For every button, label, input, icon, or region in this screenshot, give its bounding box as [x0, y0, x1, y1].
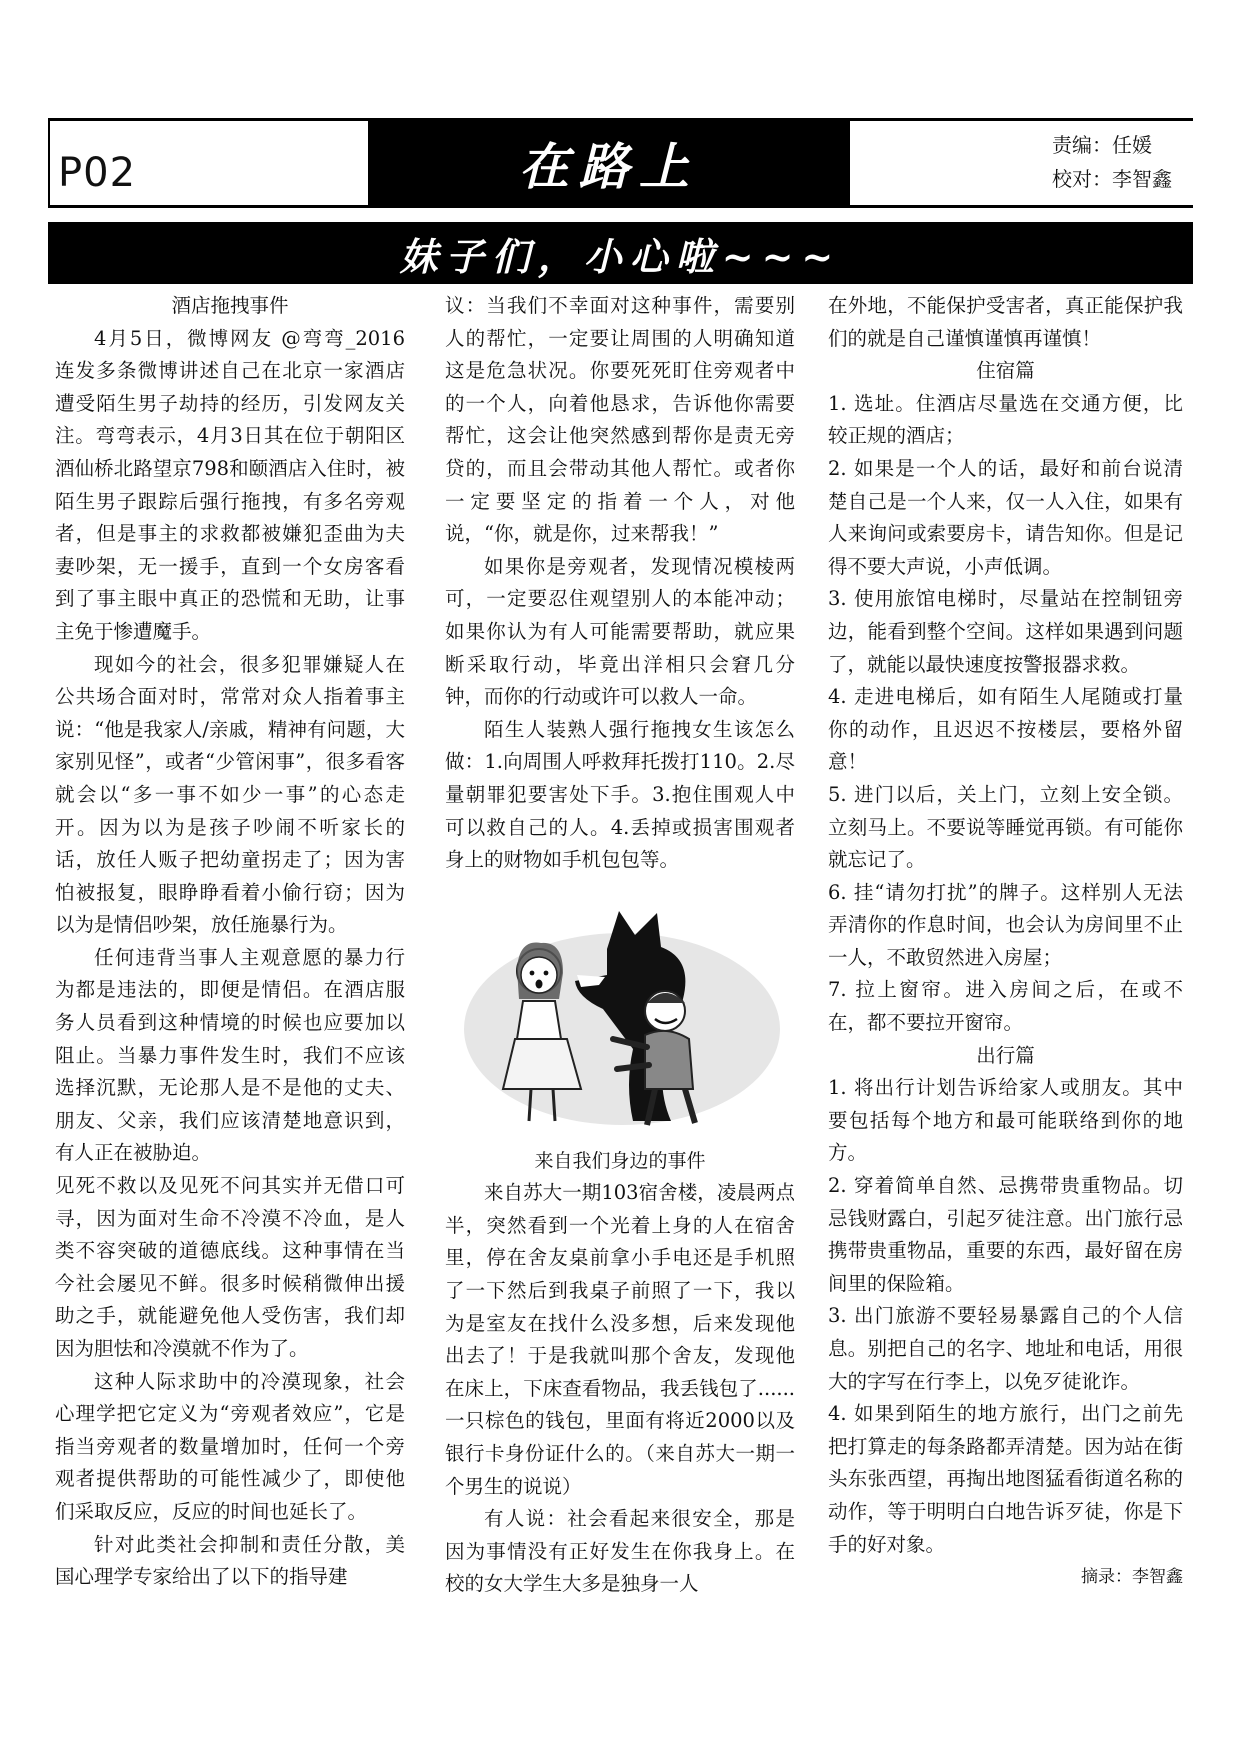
header-left-rule [48, 118, 50, 206]
paragraph: 现如今的社会，很多犯罪嫌疑人在公共场合面对时，常常对众人指着事主说：“他是我家人/亲戚，精神有问题，大家别见怪”，或者“少管闲事”，很多看客就会以“多一事不如少一事”的心态走开。因为以为是孩子吵闹不听家长的话，放任人贩子把幼童拐走了；因为害怕被报复，眼睁睁看着小偷行窃；因为以为是情侣吵架，放任施暴行为。 [55, 652, 405, 937]
list-item: 2. 穿着简单自然、忌携带贵重物品。切忌钱财露白，引起歹徒注意。出门旅行忌携带贵重物品，重要的东西，最好留在房间里的保险箱。 [828, 1174, 1183, 1295]
paragraph: 这种人际求助中的冷漠现象，社会心理学把它定义为“旁观者效应”，它是指当旁观者的数量增加时，任何一个旁观者提供帮助的可能性减少了，即使他们采取反应，反应的时间也延长了。 [55, 1369, 405, 1523]
paragraph: 任何违背当事人主观意愿的暴力行为都是违法的，即便是情侣。在酒店服务人员看到这种情境的时候也应要加以阻止。当暴力事件发生时，我们不应该选择沉默，无论那人是不是他的丈夫、朋友、父亲，我们应该清楚地意识到，有人正在被胁迫。 [55, 945, 405, 1165]
paragraph: 有人说：社会看起来很安全，那是因为事情没有正好发生在你我身上。在校的女大学生大多是独身一人 [445, 1507, 795, 1596]
paragraph: 陌生人装熟人强行拖拽女生该怎么做：1.向周围人呼救拜托拨打110。2.尽量朝罪犯要害处下手。3.抱住围观人中可以救自己的人。4.丢掉或损害围观者身上的财物如手机包包等。 [445, 717, 795, 872]
editor-info [1052, 128, 1172, 196]
list-item: 5. 进门以后，关上门，立刻上安全锁。立刻马上。不要说等睡觉再锁。有可能你就忘记了。 [828, 782, 1183, 872]
article-heading: 来自我们身边的事件 [534, 1149, 706, 1172]
list-item: 1. 将出行计划告诉给家人或朋友。其中要包括每个地方和最可能联络到你的地方。 [828, 1076, 1183, 1165]
paragraph: 来自苏大一期103宿舍楼，凌晨两点半，突然看到一个光着上身的人在宿舍里，停在舍友桌前拿小手电还是手机照了一下然后到我桌子前照了一下，我以为是室友在找什么没多想，后来发现他出去了！于是我就叫那个舍友，发现他在床上，下床查看物品，我丢钱包了......一只棕色的钱包，里面有将近2000以及银行卡身份证什么的。（来自苏大一期一个男生的说说） [445, 1181, 795, 1498]
list-item: 6. 挂“请勿打扰”的牌子。这样别人无法弄清你的作息时间，也会认为房间里不止一人，不敢贸然进入房屋； [828, 880, 1183, 969]
paragraph: 议：当我们不幸面对这种事件，需要别人的帮忙，一定要让周围的人明确知道这是危急状况。你要死死盯住旁观者中的一个人，向着他恳求，告诉他你需要帮忙，这会让他突然感到帮你是责无旁贷的，而且会带动其他人帮忙。或者你一定要坚定的指着一个人，对他说，“你，就是你，过来帮我！” [445, 294, 795, 546]
proofreader-label: 校对：李智鑫 [1052, 167, 1172, 191]
editor-label: 责编：任媛 [1052, 133, 1152, 157]
list-item: 2. 如果是一个人的话，最好和前台说清楚自己是一个人来，仅一人入住，如果有人来询问或索要房卡，请告知你。但是记得不要大声说，小声低调。 [828, 456, 1183, 578]
headline-banner: 妹子们，小心啦~~~ [48, 222, 1193, 284]
list-item: 4. 如果到陌生的地方旅行，出门之前先把打算走的每条路都弄清楚。因为站在街头东张西望，再掏出地图猛看街道名称的动作，等于明明白白地告诉歹徒，你是下手的好对象。 [828, 1402, 1183, 1556]
paragraph: 针对此类社会抑制和责任分散，美国心理学专家给出了以下的指导建 [55, 1532, 405, 1589]
column-2 [445, 290, 795, 1601]
excerpt-credit: 摘录：李智鑫 [1081, 1567, 1183, 1588]
paragraph: 如果你是旁观者，发现情况模棱两可，一定要忍住观望别人的本能冲动；如果你认为有人可能需要帮助，就应果断采取行动，毕竟出洋相只会窘几分钟，而你的行动或许可以救人一命。 [445, 554, 795, 709]
section-title: 在路上 [368, 120, 850, 206]
list-item: 7. 拉上窗帘。进入房间之后，在或不在，都不要拉开窗帘。 [828, 978, 1183, 1035]
column-3 [828, 290, 1183, 1594]
list-item: 4. 走进电梯后，如有陌生人尾随或打量你的动作，且迟迟不按楼层，要格外留意！ [828, 685, 1183, 774]
article-heading: 酒店拖拽事件 [171, 294, 289, 317]
list-item: 1. 选址。住酒店尽量选在交通方便，比较正规的酒店； [828, 391, 1183, 448]
paragraph: 见死不救以及见死不问其实并无借口可寻，因为面对生命不冷漠不冷血，是人类不容突破的道德底线。这种事情在当今社会屡见不鲜。很多时候稍微伸出援助之手，就能避免他人受伤害，我们却因为胆怯和冷漠就不作为了。 [55, 1174, 405, 1360]
section-heading-travel: 出行篇 [976, 1043, 1035, 1067]
page-number: P02 [58, 150, 137, 196]
list-item: 3. 使用旅馆电梯时，尽量站在控制钮旁边，能看到整个空间。这样如果遇到问题了，就能以最快速度按警报器求救。 [828, 587, 1183, 676]
list-item: 3. 出门旅游不要轻易暴露自己的个人信息。别把自己的名字、地址和电话，用很大的字写在行李上，以免歹徒讹诈。 [828, 1304, 1183, 1393]
section-heading-lodging: 住宿篇 [976, 359, 1035, 383]
column-1 [55, 290, 405, 1594]
paragraph: 4月5日，微博网友 @弯弯_2016 连发多条微博讲述自己在北京一家酒店遭受陌生男子劫持的经历，引发网友关注。弯弯表示，4月3日其在位于朝阳区酒仙桥北路望京798和颐酒店入住时，被陌生男子跟踪后强行拖拽，有多名旁观者，但是事主的求救都被嫌犯歪曲为夫妻吵架，无一援手，直到一个女房客看到了事主眼中真正的恐慌和无助，让事主免于惨遭魔手。 [55, 326, 405, 643]
paragraph: 在外地，不能保护受害者，真正能保护我们的就是自己谨慎谨慎再谨慎！ [828, 294, 1183, 350]
wolf-stranger-illustration [457, 889, 787, 1135]
